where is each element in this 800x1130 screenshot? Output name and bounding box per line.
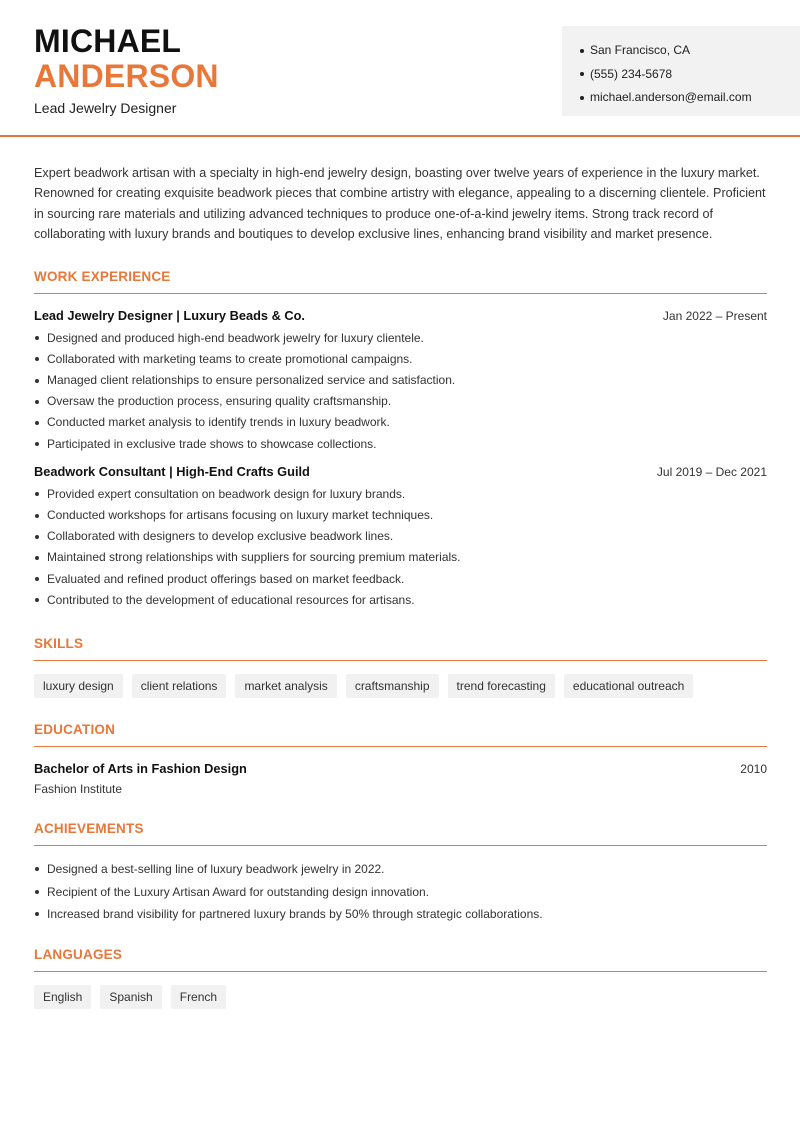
section-title-achievements: ACHIEVEMENTS [34, 821, 144, 837]
bullet-icon [35, 598, 39, 602]
section-title-languages: LANGUAGES [34, 946, 123, 962]
skill-tag: luxury design [34, 674, 123, 698]
skill-tag: educational outreach [564, 674, 693, 698]
section-title-education: EDUCATION [34, 722, 116, 738]
achievements-section [34, 821, 767, 926]
bullet-icon [35, 336, 39, 340]
bullet-icon [580, 49, 584, 53]
contact-location: San Francisco, CA [580, 39, 800, 63]
job-entry [34, 308, 767, 455]
list-item: Evaluated and refined product offerings based on market feedback. [34, 569, 767, 590]
bullet-icon [35, 442, 39, 446]
list-item: Contributed to the development of educational resources for artisans. [34, 590, 767, 611]
skill-tag: trend forecasting [448, 674, 555, 698]
section-divider [34, 845, 767, 846]
bullet-icon [580, 96, 584, 100]
job-dates: Jul 2019 – Dec 2021 [656, 464, 767, 479]
bullet-icon [35, 421, 39, 425]
languages-section [34, 947, 767, 1009]
language-tags [34, 985, 767, 1009]
section-title-work: WORK EXPERIENCE [34, 268, 171, 284]
bullet-icon [35, 890, 39, 894]
work-section [34, 269, 767, 611]
contact-box [562, 26, 800, 116]
bullet-icon [35, 867, 39, 871]
list-item: Managed client relationships to ensure personalized service and satisfaction. [34, 370, 767, 391]
bullet-icon [35, 357, 39, 361]
section-divider [34, 971, 767, 972]
job-title: Lead Jewelry Designer [34, 100, 177, 116]
language-tag: English [34, 985, 91, 1009]
last-name: ANDERSON [34, 58, 219, 94]
list-item: Recipient of the Luxury Artisan Award for outstanding design innovation. [34, 881, 767, 904]
bullet-icon [35, 379, 39, 383]
job-dates: Jan 2022 – Present [662, 308, 767, 323]
section-divider [34, 660, 767, 661]
skill-tags [34, 674, 767, 698]
education-header [34, 761, 767, 776]
list-item: Conducted workshops for artisans focusing on luxury market techniques. [34, 505, 767, 526]
bullet-icon [35, 535, 39, 539]
contact-phone: (555) 234-5678 [580, 63, 800, 87]
skill-tag: client relations [132, 674, 227, 698]
job-entry [34, 464, 767, 611]
skill-tag: craftsmanship [346, 674, 439, 698]
bullet-icon [35, 912, 39, 916]
contact-email: michael.anderson@email.com [580, 86, 800, 110]
skill-tag: market analysis [235, 674, 336, 698]
job-header [34, 464, 767, 479]
list-item: Designed and produced high-end beadwork jewelry for luxury clientele. [34, 328, 767, 349]
language-tag: Spanish [100, 985, 161, 1009]
list-item: Oversaw the production process, ensuring quality craftsmanship. [34, 391, 767, 412]
job-header [34, 308, 767, 323]
graduation-year: 2010 [740, 762, 767, 777]
section-divider [34, 746, 767, 747]
job-bullets [34, 328, 767, 455]
bullet-icon [580, 72, 584, 76]
section-divider [34, 293, 767, 294]
education-entry [34, 761, 767, 796]
job-bullets [34, 484, 767, 611]
job-role: Beadwork Consultant | High-End Crafts Guild [34, 463, 310, 479]
degree: Bachelor of Arts in Fashion Design [34, 761, 247, 777]
language-tag: French [171, 985, 226, 1009]
list-item: Conducted market analysis to identify trends in luxury beadwork. [34, 412, 767, 433]
bullet-icon [35, 400, 39, 404]
list-item: Designed a best-selling line of luxury beadwork jewelry in 2022. [34, 858, 767, 881]
bullet-icon [35, 556, 39, 560]
list-item: Collaborated with marketing teams to create promotional campaigns. [34, 349, 767, 370]
bullet-icon [35, 514, 39, 518]
resume-header [0, 0, 800, 137]
candidate-name [34, 24, 219, 94]
skills-section [34, 636, 767, 698]
list-item: Maintained strong relationships with suppliers for sourcing premium materials. [34, 547, 767, 568]
summary: Expert beadwork artisan with a specialty in high-end jewelry design, boasting over twelve years of experience in the luxury market. Renowned for creating exquisite beadwork pieces that combine artistry with elegance, appealing to a discerning clientele. Proficient in sourcing rare materials and utilizing advanced techniques to produce one-of-a-kind jewelry items. Strong track record of collaborating with luxury brands and boutiques to develop exclusive lines, enhancing brand visibility and market presence. [34, 166, 766, 242]
resume-body [34, 163, 767, 1009]
bullet-icon [35, 492, 39, 496]
section-title-skills: SKILLS [34, 636, 84, 652]
list-item: Provided expert consultation on beadwork design for luxury brands. [34, 484, 767, 505]
education-section [34, 722, 767, 796]
list-item: Participated in exclusive trade shows to showcase collections. [34, 434, 767, 455]
job-role: Lead Jewelry Designer | Luxury Beads & Co. [34, 307, 305, 323]
achievement-list [34, 858, 767, 926]
list-item: Collaborated with designers to develop exclusive beadwork lines. [34, 526, 767, 547]
list-item: Increased brand visibility for partnered luxury brands by 50% through strategic collaborations. [34, 903, 767, 926]
bullet-icon [35, 577, 39, 581]
school-name: Fashion Institute [34, 782, 123, 797]
first-name: MICHAEL [34, 23, 182, 59]
